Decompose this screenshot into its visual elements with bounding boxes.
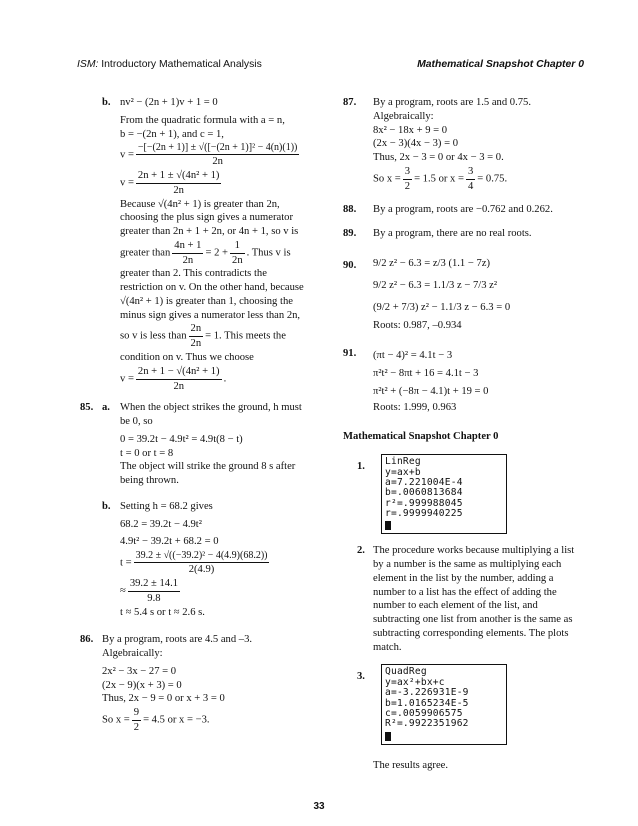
text-line: The object will strike the ground 8 s after bbox=[120, 461, 296, 473]
calc-line: r=.9999940225 bbox=[385, 507, 463, 519]
equation-line: π²t² + (−8π − 4.1)t + 19 = 0 bbox=[373, 385, 489, 397]
left-column bbox=[80, 96, 322, 735]
text-line: Setting h = 68.2 gives bbox=[120, 500, 213, 512]
text-line: match. bbox=[373, 641, 402, 653]
equation-line: 4.9t² − 39.2t + 68.2 = 0 bbox=[120, 536, 219, 548]
snapshot-3 bbox=[343, 664, 583, 772]
snapshot-1 bbox=[343, 454, 583, 534]
fraction-numerator: 2n + 1 ± √(4n² + 1) bbox=[136, 169, 221, 184]
text-line: By a program, roots are 4.5 and –3. bbox=[102, 634, 253, 646]
equation-line: nv² − (2n + 1)v + 1 = 0 bbox=[120, 97, 218, 108]
text: . Thus v is bbox=[246, 247, 291, 259]
text-line: greater than 2. This contradicts the bbox=[120, 268, 267, 280]
text-line: Because √(4n² + 1) is greater than 2n, bbox=[120, 198, 280, 210]
calc-line: a=7.221004E-4 bbox=[385, 476, 463, 488]
calc-line: LinReg bbox=[385, 456, 421, 468]
text-line: Algebraically: bbox=[373, 110, 434, 122]
cursor-block bbox=[385, 521, 391, 530]
calc-line: R²=.9922351962 bbox=[385, 718, 469, 730]
right-column bbox=[343, 96, 583, 772]
text-line: Algebraically: bbox=[102, 648, 163, 660]
equation-line: (2x − 9)(x + 3) = 0 bbox=[102, 679, 182, 691]
roots-line: Roots: 0.987, –0.934 bbox=[373, 319, 462, 331]
lhs: v = bbox=[120, 149, 134, 161]
page-number: 33 bbox=[313, 801, 325, 812]
text-line: By a program, roots are 1.5 and 0.75. bbox=[373, 97, 531, 108]
problem-88 bbox=[343, 203, 583, 217]
equation-line: (9/2 + 7/3) z² − 1.1/3 z − 6.3 = 0 bbox=[373, 301, 511, 313]
problem-85 bbox=[80, 401, 322, 619]
problem-85b bbox=[80, 500, 322, 619]
text-line: By a program, roots are −0.762 and 0.262. bbox=[373, 204, 553, 216]
text-line: Thus, 2x − 9 = 0 or x + 3 = 0 bbox=[102, 693, 225, 705]
fraction-denominator: 2(4.9) bbox=[188, 564, 215, 576]
text-line: By a program, there are no real roots. bbox=[373, 228, 532, 240]
text: So x = bbox=[373, 173, 401, 185]
calculator-screen-quadreg bbox=[381, 664, 583, 744]
fraction-denominator: 2n bbox=[190, 338, 202, 350]
text-line: being thrown. bbox=[120, 475, 179, 487]
problem-number: 85. bbox=[80, 402, 94, 414]
text-line: number to each element of the list, and bbox=[373, 600, 538, 612]
problem-91 bbox=[343, 347, 583, 415]
text-line: by a number is the same as multiplying each bbox=[373, 559, 562, 571]
equation-line: 9/2 z² − 6.3 = z/3 (1.1 − 7z) bbox=[373, 257, 491, 269]
fraction-denominator: 2n bbox=[182, 254, 194, 266]
text-line: The procedure works because multiplying a list bbox=[373, 545, 575, 557]
calc-line: r²=.999988045 bbox=[385, 497, 463, 509]
calc-line: b=.0060813684 bbox=[385, 487, 463, 499]
calc-line: a=-3.226931E-9 bbox=[385, 687, 469, 699]
fraction-numerator: 9 bbox=[132, 706, 141, 721]
fraction-denominator: 9.8 bbox=[147, 592, 161, 604]
text-line: √(4n² + 1) is greater than 1, choosing the bbox=[120, 295, 293, 307]
text: greater than bbox=[120, 247, 171, 259]
greater-than-line bbox=[120, 239, 322, 268]
text-line: condition on v. Thus we choose bbox=[120, 352, 254, 364]
conclusion-line: The results agree. bbox=[373, 759, 449, 771]
fraction-denominator: 4 bbox=[467, 180, 474, 192]
roots-line: Roots: 1.999, 0.963 bbox=[373, 401, 457, 413]
item-number: 2. bbox=[357, 545, 365, 557]
simplified-formula bbox=[120, 169, 322, 198]
text-line: subtracting one list from another is the same as bbox=[373, 614, 573, 626]
text-line: Thus, 2x − 3 = 0 or 4x − 3 = 0. bbox=[373, 152, 504, 164]
answer-line bbox=[373, 165, 583, 194]
fraction-denominator: 2n bbox=[232, 254, 243, 266]
solution-formula: t = $\frac{\text{39.2 ± √((−39.2)² − 4(4.9)(68.2))}}{2(4.9)}$ bbox=[120, 550, 268, 576]
calc-line: y=ax²+bx+c bbox=[385, 676, 445, 688]
text-line: From the quadratic formula with a = n, bbox=[120, 114, 285, 126]
lhs: v = bbox=[120, 373, 134, 385]
part-label: b. bbox=[102, 97, 111, 108]
lhs: v = bbox=[120, 177, 134, 189]
fraction-numerator: 2n + 1 − √(4n² + 1) bbox=[136, 365, 222, 380]
fraction-numerator: 2n bbox=[189, 322, 204, 337]
text-line: choosing the plus sign gives a numerator bbox=[120, 212, 294, 224]
text-line: be 0, so bbox=[120, 416, 153, 428]
part-label: b. bbox=[102, 500, 111, 512]
text-line: When the object strikes the ground, h must bbox=[120, 402, 302, 414]
header-book-abbrev: ISM: bbox=[77, 59, 99, 70]
problem-89 bbox=[343, 227, 583, 241]
fraction-denominator: 2 bbox=[404, 180, 411, 192]
text-line: number to a list has the effect of adding the bbox=[373, 586, 557, 598]
text-line: minus sign gives a numerator less than 2n, bbox=[120, 309, 301, 321]
equation-line: (2x − 3)(4x − 3) = 0 bbox=[373, 138, 459, 150]
running-header-left bbox=[77, 58, 262, 72]
text-line: subtracting corresponding elements. The plots bbox=[373, 627, 569, 639]
problem-number: 90. bbox=[343, 259, 357, 271]
problem-number: 86. bbox=[80, 634, 94, 646]
equation-line: π²t² − 8πt + 16 = 4.1t − 3 bbox=[373, 367, 479, 379]
problem-number: 91. bbox=[343, 347, 357, 359]
calc-line: b=1.0165234E-5 bbox=[385, 697, 469, 709]
problem-87 bbox=[343, 96, 583, 193]
problem-90 bbox=[343, 253, 583, 333]
running-header-right: Mathematical Snapshot Chapter 0 bbox=[417, 59, 584, 70]
text-line: restriction on v. On the other hand, because bbox=[120, 282, 304, 294]
header-book-title: Introductory Mathematical Analysis bbox=[98, 59, 262, 70]
text: so v is less than bbox=[120, 331, 187, 343]
problem-number: 88. bbox=[343, 204, 357, 216]
fraction-denominator: 2n bbox=[212, 156, 223, 168]
fraction-numerator: 3 bbox=[466, 165, 475, 180]
less-than-line bbox=[120, 322, 322, 351]
equation-line: 0 = 39.2t − 4.9t² = 4.9t(8 − t) bbox=[120, 433, 243, 445]
problem-number: 89. bbox=[343, 228, 357, 240]
equation-line: t = 0 or t = 8 bbox=[120, 447, 174, 459]
fraction-numerator: 3 bbox=[403, 165, 412, 180]
text: = 1.5 or x = bbox=[414, 173, 464, 185]
fraction-denominator: 2 bbox=[133, 721, 140, 733]
fraction-numerator: 39.2 ± √((−39.2)² − 4(4.9)(68.2)) bbox=[135, 550, 268, 562]
equation-line: 68.2 = 39.2t − 4.9t² bbox=[120, 518, 202, 530]
equation-line: 9/2 z² − 6.3 = 1.1/3 z − 7/3 z² bbox=[373, 279, 498, 291]
text: So x = bbox=[102, 714, 130, 726]
text: = 0.75. bbox=[477, 173, 508, 185]
snapshot-2 bbox=[343, 544, 583, 654]
text-line: element in the list by the number, adding a bbox=[373, 572, 554, 584]
fraction-denominator: 2n bbox=[173, 184, 184, 196]
item-number: 1. bbox=[357, 461, 365, 473]
section-heading: Mathematical Snapshot Chapter 0 bbox=[343, 431, 499, 443]
item-number: 3. bbox=[357, 671, 365, 683]
calc-line: c=.0059906575 bbox=[385, 707, 463, 719]
text-line: greater than 2n + 1 + 2n, or 4n + 1, so v is bbox=[120, 226, 299, 238]
equation-line: 2x² − 3x − 27 = 0 bbox=[102, 665, 177, 677]
calculator-screen-linreg bbox=[381, 454, 583, 534]
equation-line: (πt − 4)² = 4.1t − 3 bbox=[373, 349, 453, 361]
text: = 4.5 or x = −3. bbox=[143, 714, 210, 726]
fraction-numerator: 39.2 ± 14.1 bbox=[128, 577, 180, 592]
text: = 1. This meets the bbox=[205, 331, 286, 343]
quadratic-formula bbox=[120, 141, 322, 169]
approx-formula: ≈ $\frac{39.2 \pm 14.1}{9.8}$ bbox=[120, 577, 179, 604]
text-line: b = −(2n + 1), and c = 1, bbox=[120, 128, 224, 140]
part-label: a. bbox=[102, 402, 110, 414]
fraction-numerator: −[−(2n + 1)] ± √([−(2n + 1)]² − 4(n)(1)) bbox=[137, 142, 298, 154]
problem-86 bbox=[80, 633, 322, 734]
chosen-formula: v = $\frac{\text{2n + 1 − √(4n² + 1)}}{2n}$ . bbox=[120, 365, 227, 392]
problem-number: 87. bbox=[343, 97, 357, 108]
problem-84b bbox=[80, 96, 322, 393]
answer-line: t ≈ 5.4 s or t ≈ 2.6 s. bbox=[120, 606, 205, 618]
cursor-block bbox=[385, 732, 391, 741]
answer-line bbox=[102, 706, 322, 735]
calc-line: y=ax+b bbox=[385, 466, 421, 478]
text: = 2 + bbox=[205, 247, 229, 259]
fraction-denominator: 2n bbox=[173, 380, 185, 392]
calc-line: QuadReg bbox=[385, 666, 427, 678]
fraction-numerator: 1 bbox=[230, 239, 245, 254]
equation-line: 8x² − 18x + 9 = 0 bbox=[373, 124, 448, 136]
fraction-numerator: 4n + 1 bbox=[172, 239, 203, 254]
